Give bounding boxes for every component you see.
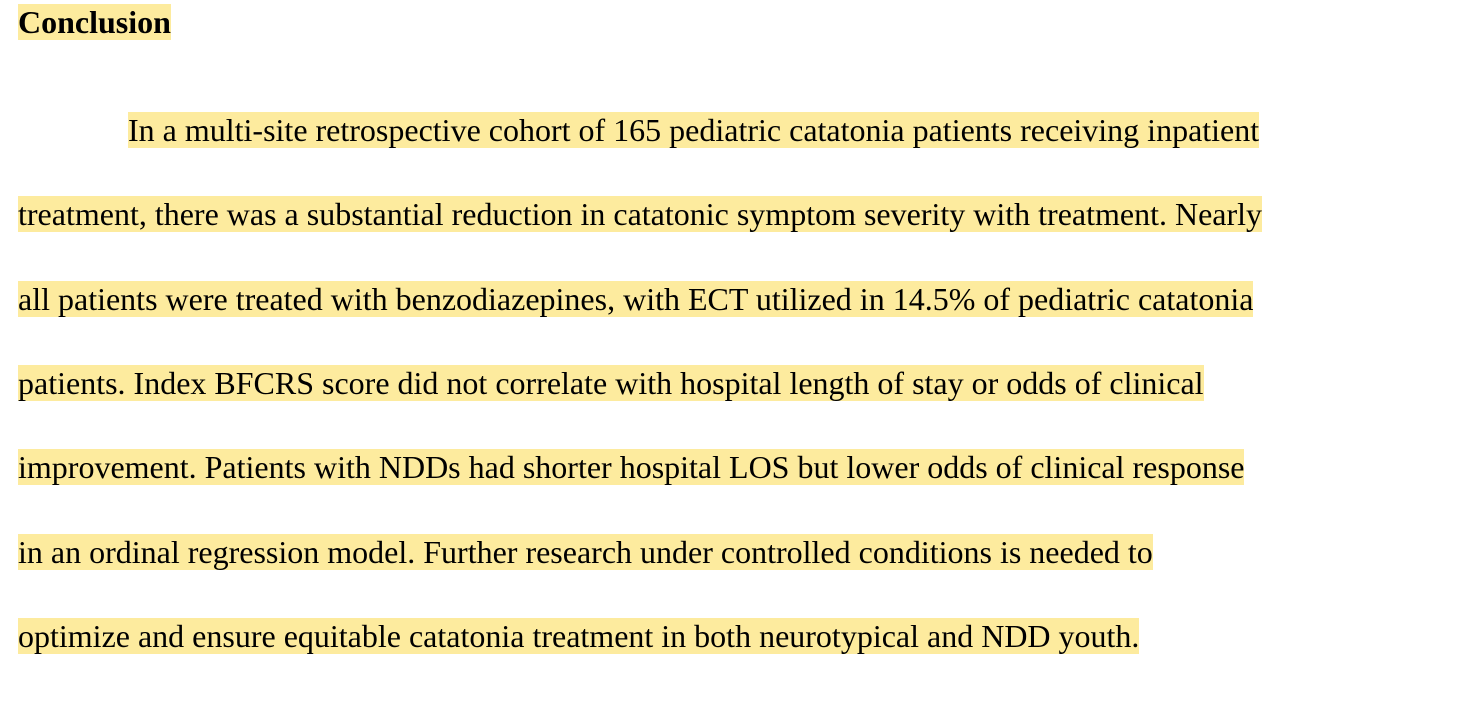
section-heading [18, 2, 171, 42]
section-heading-text: Conclusion [18, 4, 171, 40]
paragraph-line-4 [18, 363, 1204, 403]
paragraph-line-2 [18, 194, 1262, 234]
highlighted-text: In a multi-site retrospective cohort of 165 pediatric catatonia patients receiving inpatient [128, 112, 1260, 148]
highlighted-text: in an ordinal regression model. Further research under controlled conditions is needed to [18, 534, 1153, 570]
highlighted-text: all patients were treated with benzodiazepines, with ECT utilized in 14.5% of pediatric catatonia [18, 281, 1254, 317]
highlighted-text: optimize and ensure equitable catatonia treatment in both neurotypical and NDD youth. [18, 618, 1140, 654]
paragraph-line-6 [18, 532, 1153, 572]
paragraph-line-5 [18, 447, 1244, 487]
highlighted-text: patients. Index BFCRS score did not correlate with hospital length of stay or odds of clinical [18, 365, 1204, 401]
highlighted-text: improvement. Patients with NDDs had shorter hospital LOS but lower odds of clinical response [18, 449, 1245, 485]
paragraph-line-7 [18, 616, 1139, 656]
paragraph-line-3 [18, 279, 1253, 319]
highlighted-text: treatment, there was a substantial reduction in catatonic symptom severity with treatment. Nearly [18, 196, 1263, 232]
paragraph-line-1 [128, 110, 1259, 150]
